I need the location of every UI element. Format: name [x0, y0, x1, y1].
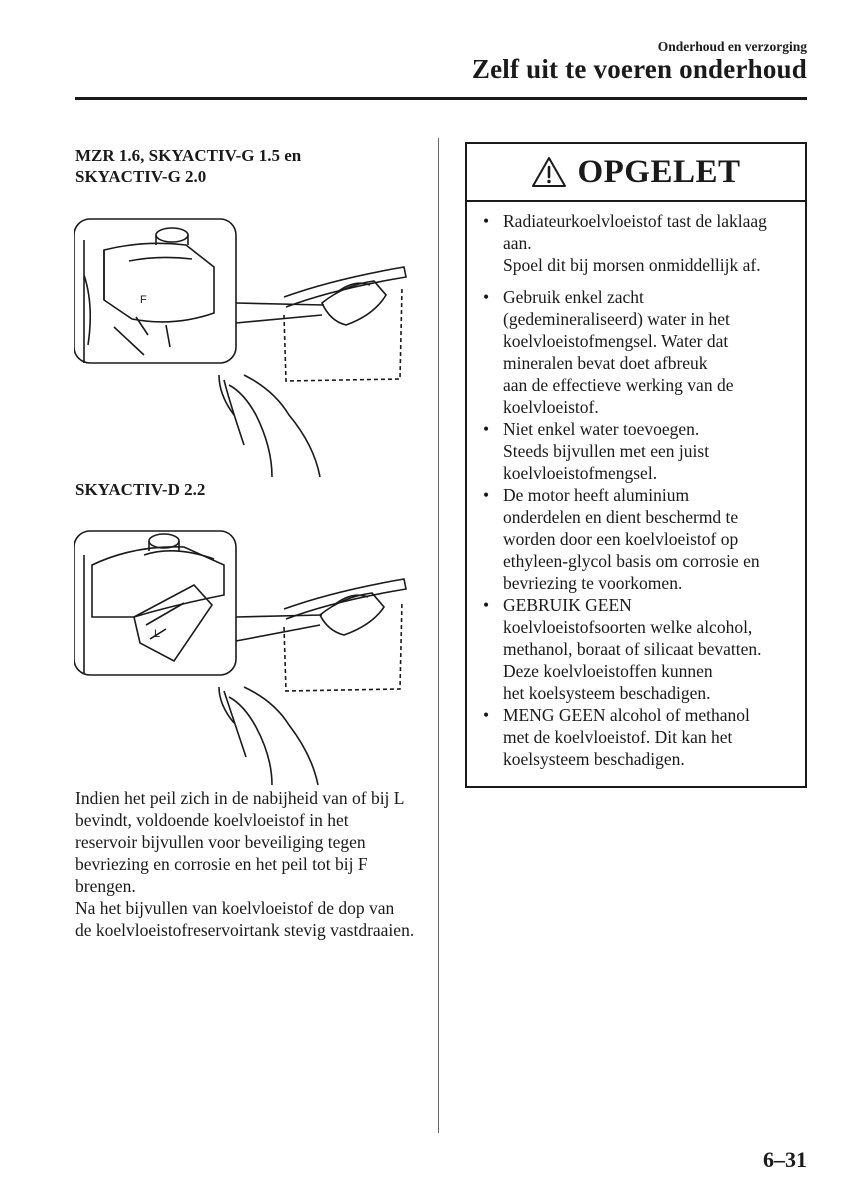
item-line: worden door een koelvloeistof op: [503, 529, 739, 549]
heading-line: SKYACTIV-G 2.0: [75, 167, 207, 186]
item-line: onderdelen en dient beschermd te: [503, 507, 739, 527]
bullet: •: [483, 211, 490, 231]
warning-triangle-icon: [531, 156, 567, 188]
item-line: MENG GEEN alcohol of methanol: [503, 705, 750, 725]
bullet: •: [483, 705, 490, 725]
detail-inset: [74, 219, 236, 363]
caution-header: [467, 144, 805, 202]
item-line: (gedemineraliseerd) water in het: [503, 309, 730, 329]
caution-title: OPGELET: [577, 153, 741, 190]
zoom-leader-lines: [236, 303, 324, 323]
caution-item: [481, 286, 805, 418]
engine-heading-diesel: SKYACTIV-D 2.2: [75, 480, 206, 499]
caution-item: [481, 594, 805, 704]
body-paragraph: Indien het peil zich in de nabijheid van of bij L bevindt, voldoende koelvloeistof in het reservoir bijvullen voor beveiliging tegen bevriezing en corrosie en het peil tot bij F brengen.: [75, 788, 404, 896]
heading-line: MZR 1.6, SKYACTIV-G 1.5 en: [75, 146, 302, 165]
item-line: Niet enkel water toevoegen.: [503, 419, 700, 439]
caution-item: [481, 704, 805, 770]
coolant-reservoir-illustration-petrol: [74, 215, 414, 480]
item-line: De motor heeft aluminium: [503, 485, 690, 505]
item-line: koelsysteem beschadigen.: [503, 749, 685, 769]
page-title: Zelf uit te voeren onderhoud: [471, 54, 807, 84]
caution-item: [481, 484, 805, 594]
item-line: het koelsysteem beschadigen.: [503, 683, 711, 703]
bullet: •: [483, 419, 490, 439]
item-line: aan de effectieve werking van de: [503, 375, 734, 395]
item-line: ethyleen-glycol basis om corrosie en: [503, 551, 760, 571]
low-mark: L: [154, 628, 161, 640]
item-line: Deze koelvloeistoffen kunnen: [503, 661, 713, 681]
engine-bay-outline: [219, 579, 406, 785]
engine-heading-petrol: [75, 145, 301, 187]
item-line: Radiateurkoelvloeistof tast de laklaag: [503, 211, 767, 231]
caution-list: [481, 210, 805, 770]
coolant-reservoir-illustration-diesel: [74, 525, 414, 787]
bullet: •: [483, 485, 490, 505]
item-line: GEBRUIK GEEN: [503, 595, 632, 615]
item-line: aan.: [503, 233, 532, 253]
item-line: Steeds bijvullen met een juist: [503, 441, 710, 461]
section-label: Onderhoud en verzorging: [657, 39, 807, 54]
zoom-leader-lines: [236, 615, 322, 641]
caution-box: [465, 142, 807, 788]
header-rule: [75, 97, 807, 100]
item-line: bevriezing te voorkomen.: [503, 573, 683, 593]
item-line: Spoel dit bij morsen onmiddellijk af.: [503, 255, 761, 275]
item-line: methanol, boraat of silicaat bevatten.: [503, 639, 762, 659]
bullet: •: [483, 595, 490, 615]
caution-item: [481, 210, 805, 276]
body-text: [75, 787, 415, 941]
engine-bay-outline: [219, 267, 406, 477]
column-divider: [438, 138, 439, 1133]
item-line: koelvloeistofmengsel. Water dat: [503, 331, 729, 351]
page-number: 6–31: [763, 1147, 807, 1172]
item-line: met de koelvloeistof. Dit kan het: [503, 727, 733, 747]
item-line: Gebruik enkel zacht: [503, 287, 644, 307]
caution-item: [481, 418, 805, 484]
bullet: •: [483, 287, 490, 307]
item-line: koelvloeistof.: [503, 397, 599, 417]
full-mark: F: [140, 294, 147, 306]
item-line: koelvloeistofmengsel.: [503, 463, 658, 483]
item-line: mineralen bevat doet afbreuk: [503, 353, 708, 373]
item-line: koelvloeistofsoorten welke alcohol,: [503, 617, 753, 637]
body-paragraph: Na het bijvullen van koelvloeistof de dop van de koelvloeistofreservoirtank stevig vastdraaien.: [75, 898, 415, 940]
